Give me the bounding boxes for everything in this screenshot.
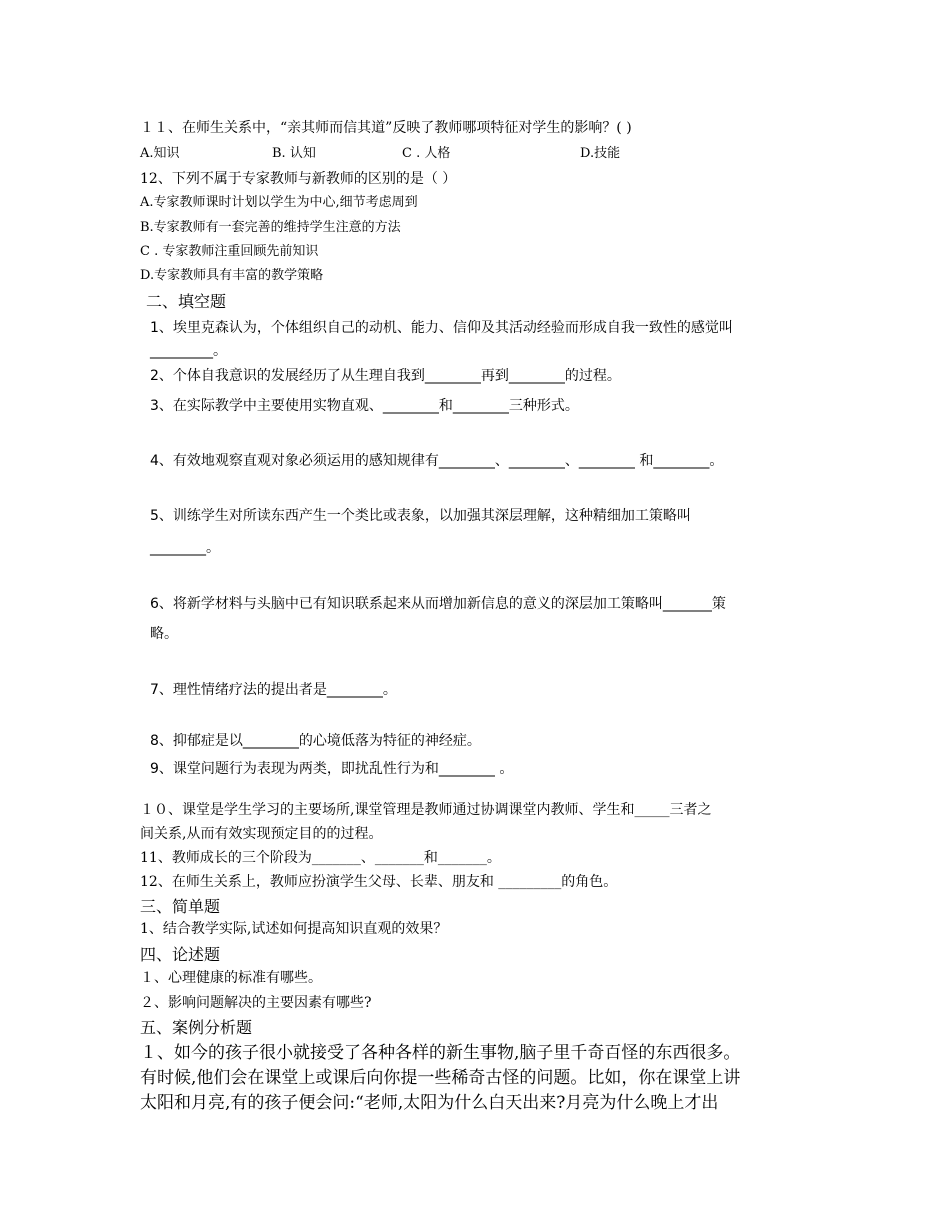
q11-option-a: A.知识 [140,146,180,161]
fill-q1-line2: _________。 [150,343,227,359]
q11-option-b: B. 认知 [272,146,316,161]
section-heading-case-analysis: 五、案例分析题 [140,1018,253,1037]
fill-q11: 11、教师成长的三个阶段为_______、_______和_______。 [140,850,501,866]
case-line-2: 有时候,他们会在课堂上或课后向你提一些稀奇古怪的问题。比如，你在课堂上讲 [140,1068,741,1088]
fill-q10-line1: １０、课堂是学生学习的主要场所,课堂管理是教师通过协调课堂内教师、学生和_____三者之 [140,802,712,818]
fill-q5-line1: 5、训练学生对所读东西产生一个类比或表象，以加强其深层理解，这种精细加工策略叫 [150,508,691,524]
q12-option-d: D.专家教师具有丰富的教学策略 [140,268,324,283]
fill-q9: 9、课堂问题行为表现为两类，即扰乱性行为和________ 。 [150,761,514,777]
q12-option-c: C . 专家教师注重回顾先前知识 [140,244,319,259]
q12-option-b: B.专家教师有一套完善的维持学生注意的方法 [140,220,401,235]
case-line-3: 太阳和月亮,有的孩子便会问:“老师,太阳为什么白天出来?月亮为什么晚上才出 [140,1093,719,1113]
q11-option-c: C . 人格 [402,146,451,161]
essay-q1: １、心理健康的标准有哪些。 [140,970,322,986]
q11-stem: １１、在师生关系中，“亲其师而信其道”反映了教师哪项特征对学生的影响？( ) [140,120,632,136]
fill-q6-line2: 略。 [150,626,178,642]
fill-q3: 3、在实际教学中主要使用实物直观、________和________三种形式。 [150,398,579,414]
fill-q1-line1: 1、埃里克森认为，个体组织自己的动机、能力、信仰及其活动经验而形成自我一致性的感觉叫 [150,320,733,336]
q12-stem: 12、下列不属于专家教师与新教师的区别的是（ ） [140,171,457,187]
fill-q5-line2: ________。 [150,540,220,556]
fill-q6-line1: 6、将新学材料与头脑中已有知识联系起来从而增加新信息的意义的深层加工策略叫_______策 [150,596,726,612]
case-line-1: １、如今的孩子很小就接受了各种各样的新生事物,脑子里千奇百怪的东西很多。 [140,1043,741,1063]
section-heading-essay: 四、论述题 [140,945,221,964]
section-heading-fill-in: 二、填空题 [146,292,227,311]
fill-q10-line2: 间关系,从而有效实现预定目的的过程。 [140,826,383,842]
fill-q7: 7、理性情绪疗法的提出者是________。 [150,682,397,698]
q12-option-a: A.专家教师课时计划以学生为中心,细节考虑周到 [140,195,418,210]
section-heading-short-answer: 三、简单题 [140,897,221,916]
short-answer-q1: 1、结合教学实际,试述如何提高知识直观的效果？ [140,921,448,937]
fill-q4: 4、有效地观察直观对象必须运用的感知规律有________、________、________ 和________。 [150,453,724,469]
fill-q2: 2、个体自我意识的发展经历了从生理自我到________再到________的过程。 [150,368,621,384]
q11-option-d: D.技能 [580,146,621,161]
fill-q12: 12、在师生关系上，教师应扮演学生父母、长辈、朋友和 _________的角色。 [140,874,618,890]
fill-q8: 8、抑郁症是以________的心境低落为特征的神经症。 [150,733,481,749]
essay-q2: ２、影响问题解决的主要因素有哪些? [140,995,372,1011]
